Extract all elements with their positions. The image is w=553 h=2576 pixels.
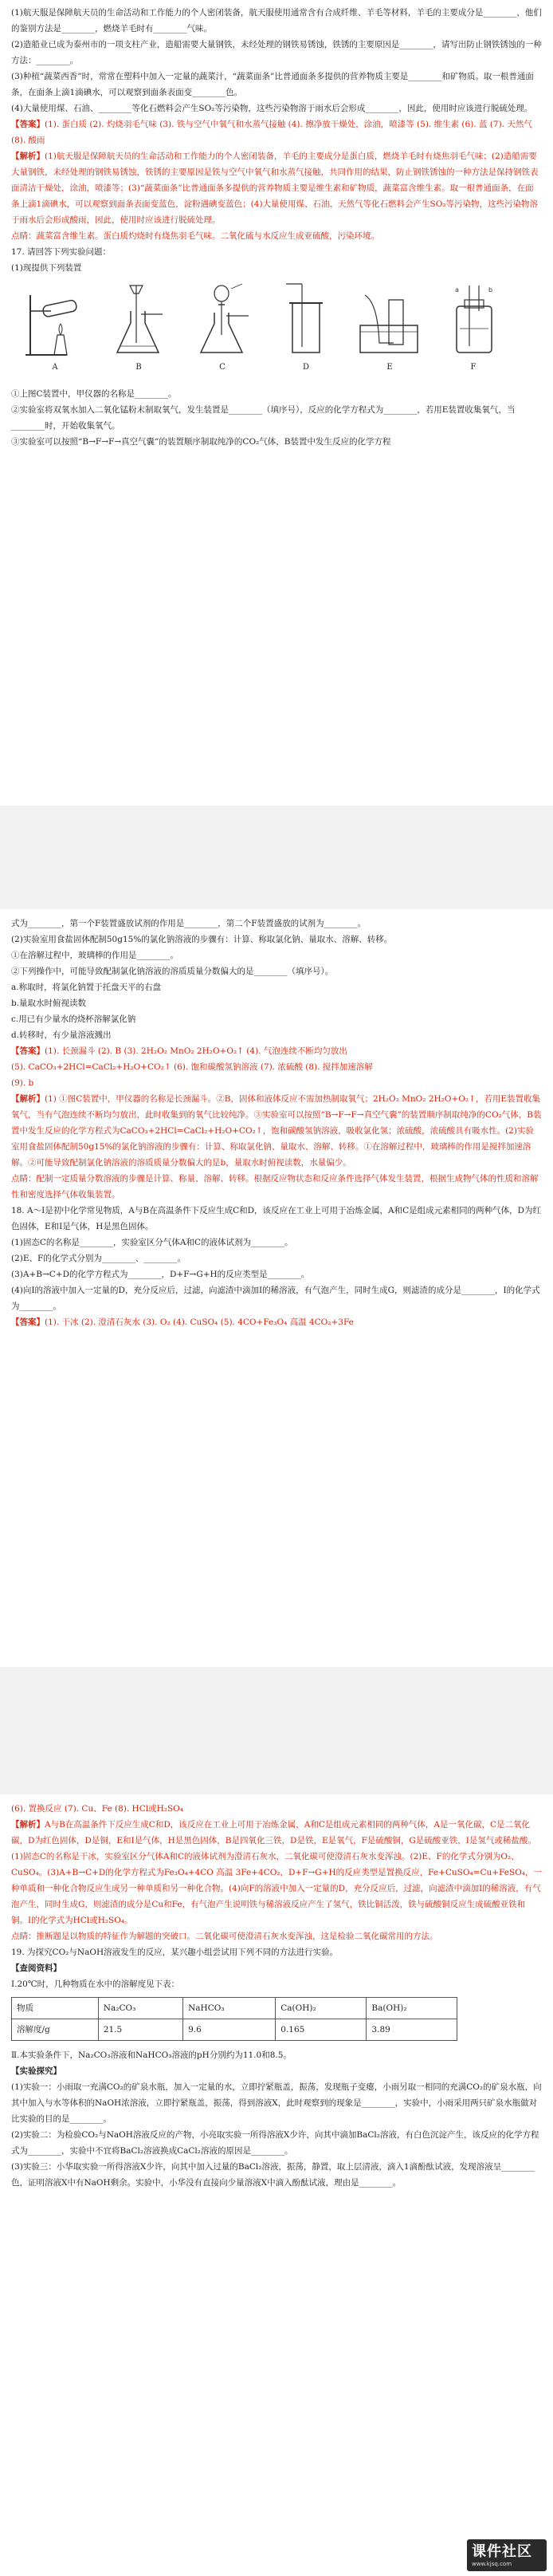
experiment-1: (1)实验一：小雨取一充满CO₂的矿泉水瓶，加入一定量的水，立即拧紧瓶盖，振荡，发现瓶子变瘪，小雨另取一相同的充满CO₂的矿泉水瓶，向其中加入与水等体积的NaOH浓溶液，立即拧紧瓶盖，振荡，得到溶液X，此时观察到的现象是________，实验中，小雨采用两只矿泉水瓶做对比实验的目的是________。 [11, 2082, 542, 2124]
apparatus-label-a: A [52, 363, 58, 372]
table-row-label: 溶解度/g [12, 2019, 99, 2041]
apparatus-c-drawing [186, 279, 258, 359]
svg-text:a: a [455, 286, 459, 293]
q17-cont-1: 式为________，第一个F装置盛放试剂的作用是________，第二个F装置盛放的试剂为________。 [11, 919, 367, 928]
q16-analysis [11, 148, 542, 228]
apparatus-e [354, 279, 426, 373]
table-header: Ca(OH)₂ [276, 1998, 367, 2019]
q17-title: 17. 请回答下列实验问题： [11, 247, 112, 257]
q18-answer [11, 1314, 542, 1330]
q18-note: 点睛：推断题是以物质的特征作为解题的突破口。二氧化碳可使澄清石灰水变浑浊，这是检验二氧化碳常用的方法。 [11, 1932, 438, 1941]
q17-sub: (1)现提供下列装置 [11, 263, 82, 273]
q17-part-3: ③实验室可以按照“B→F→F→真空气囊”的装置顺序制取纯净的CO₂气体，B装置中发生反应的化学方程 [11, 437, 391, 447]
analysis-label: 【解析】 [11, 1820, 45, 1830]
experiment-3: (3)实验三：小华取实验一所得溶液X少许，向其中加入过量的BaCl₂溶液，振荡，静置，取上层清液，滴入1滴酚酞试液，发现溶液呈________色，证明溶液X中有NaOH剩余。实验中，小华没有直接向少量溶液X中滴入酚酞试液，理由是________。 [11, 2162, 535, 2188]
answer-label: 【答案】 [11, 1046, 45, 1056]
table-header: Na₂CO₃ [98, 1998, 182, 2019]
apparatus-e-drawing [354, 279, 426, 359]
answer-label: 【答案】 [11, 1318, 45, 1327]
page-3 [0, 1794, 553, 2576]
q16-answer-text: (1). 蛋白质 (2). 灼烧羽毛气味 (3). 铁与空气中氧气和水蒸气接触 (4). 擦净放干燥处，涂油，喷漆等 (5). 维生素 (6). 蓝 (7). 天然气 (8). 酸雨 [11, 120, 532, 145]
table-cell: 3.89 [367, 2019, 457, 2041]
q18-analysis [11, 1817, 542, 1928]
svg-text:b: b [488, 286, 493, 293]
q17-option-d: d.转移时，有少量溶液溅出 [11, 1030, 112, 1040]
q17-part-1: ①上图C装置中，甲仪器的名称是________。 [11, 389, 177, 399]
watermark-url: www.kjsq.com [472, 2561, 512, 2567]
apparatus-a [19, 279, 91, 373]
q17-note: 点睛：配制一定质量分数溶液的步骤是计算、称量、溶解、转移。根据反应物状态和反应条件选择气体发生装置，根据生成物气体的性质和溶解性和密度选择气体收集装置。 [11, 1174, 539, 1199]
q18-part-2: (2)E、F的化学式分别为________、________。 [11, 1254, 186, 1263]
apparatus-d-drawing [270, 279, 342, 359]
q17-cont-4: ②下列操作中，可能导致配制氯化钠溶液的溶质质量分数偏大的是________（填序号）。 [11, 967, 334, 976]
watermark-logo [467, 2539, 547, 2571]
q16-answer [11, 116, 542, 148]
data-ii: Ⅱ.本实验条件下，Na₂CO₃溶液和NaHCO₃溶液的pH分别约为11.0和8.5。 [11, 2050, 292, 2060]
apparatus-label-d: D [302, 363, 310, 372]
page-2 [0, 909, 553, 1667]
q18-part-3: (3)A+B→C+D的化学方程式为________，D+F→G+H的反应类型是________。 [11, 1270, 310, 1279]
page-1 [0, 0, 553, 805]
experiment-2: (2)实验二：为检验CO₂与NaOH溶液反应的产物，小亮取实验一所得溶液X少许，向其中滴加BaCl₂溶液，有白色沉淀产生，该反应的化学方程式为________，实验中不宜将BaCl₂溶液换成CaCl₂溶液的原因是________。 [11, 2130, 539, 2156]
apparatus-label-e: E [386, 363, 393, 372]
page-1-content [11, 5, 542, 450]
q18-part-1: (1)固态C的名称是________，实验室区分气体A和C的液体试剂为________。 [11, 1238, 293, 1247]
q18-answer-text: (1). 干冰 (2). 澄清石灰水 (3). O₂ (4). CuSO₄ (5). 4CO+Fe₃O₄ 高温 4CO₂+3Fe [45, 1318, 354, 1327]
table-cell: 21.5 [98, 2019, 182, 2041]
table-header: Ba(OH)₂ [367, 1998, 457, 2019]
q18-part-4: (4)向I的溶液中加入一定量的D，充分反应后，过滤，向滤渣中滴加I的稀溶液，有气泡产生，同时生成G，则滤渣的成分是________，I的化学式为________。 [11, 1286, 540, 1311]
q17-option-c: c.用已有少量水的烧杯溶解氯化钠 [11, 1014, 136, 1024]
apparatus-b-drawing [103, 279, 175, 359]
q17-cont-3: ①在溶解过程中，玻璃棒的作用是________。 [11, 951, 178, 960]
q16-part-1: (1)航天服是保障航天员的生命活动和工作能力的个人密闭装备，航天服使用通常含有合成纤维、羊毛等材料，羊毛的主要成分是________，他们的鉴别方法是________，燃烧羊毛时有________气味。 [11, 8, 542, 33]
q17-answer-1 [11, 1043, 542, 1059]
q17-cont-2: (2)实验室用食盐固体配制50g15%的氯化钠溶液的步骤有：计算、称取氯化钠、量取水、溶解、转移。 [11, 935, 393, 944]
apparatus-a-drawing [19, 279, 91, 359]
q17-option-a: a.称取时，将氯化钠置于托盘天平的右盘 [11, 983, 162, 992]
apparatus-b [103, 279, 175, 373]
section-reference: 【查阅资料】 [11, 1964, 61, 1973]
q18-analysis-text: A与B在高温条件下反应生成C和D，该反应在工业上可用于冶炼金属，A和C是组成元素相同的两种气体，A是一氧化碳，C是二氧化碳，D为红色固体，D是铜，E和I是气体，H是黑色固体，B是四氧化三铁，D是铁，E是氧气，F是硫酸铜，G是硫酸亚铁，I是氢气或稀盐酸。(1)固态C的名称是干冰，实验室区分气体A和C的液体试剂为澄清石灰水，二氧化碳可使澄清石灰水变浑浊。(2)E、F的化学式分别为O₂、CuSO₄。(3)A+B→C+D的化学方程式为Fe₃O₄+4CO 高温 3Fe+4CO₂，D+F→G+H的反应类型是置换反应，Fe+CuSO₄=Cu+FeSO₄，一种单质和一种化合物反应生成另一种单质和另一种化合物。(4)向F的溶液中加入一定量的D，充分反应后，过滤，向滤渣中滴加I的稀溶液，有气泡产生，同时生成G，则滤渣的成分是Cu和Fe，有气泡产生说明铁与稀溶液反应产生了氢气，铁比铜活泼，铁与硫酸铜反应生成硫酸亚铁和铜。I的化学式为HCl或H₂SO₄。 [11, 1820, 543, 1925]
apparatus-label-c: C [219, 363, 226, 372]
q18-answer-cont: (6). 置换反应 (7). Cu、Fe (8). HCl或H₂SO₄ [11, 1804, 183, 1814]
table-row [12, 2019, 457, 2041]
analysis-label: 【解析】 [11, 1094, 45, 1104]
apparatus-d [270, 279, 342, 373]
apparatus-c [186, 279, 258, 373]
table-cell: 9.6 [183, 2019, 276, 2041]
page-2-content [11, 916, 542, 1330]
table-header: 物质 [12, 1998, 99, 2019]
watermark-text: 课件社区 [472, 2543, 532, 2560]
page-gap-2 [0, 1667, 553, 1794]
q16-note: 点睛：蔬菜富含维生素。蛋白质灼烧时有烧焦羽毛气味。二氧化硫与水反应生成亚硫酸，污染环境。 [11, 231, 379, 241]
q17-analysis-text: (1) ①图C装置中，甲仪器的名称是长颈漏斗。②B，固体和液体反应不需加热制取氧气；2H₂O₂ MnO₂ 2H₂O+O₂↑，若用E装置收集氧气，当有气泡连续不断均匀放出，此时收集到的氧气比较纯净。③实验室可以按照“B→F→F→真空气囊”的装置顺序制取纯净的CO₂气体，B装置中发生反应的化学方程式为CaCO₃+2HCl=CaCl₂+H₂O+CO₂↑，饱和碳酸氢钠溶液，吸收氯化氢；浓硫酸，浓硫酸具有吸水性。(2)实验室用食盐固体配制50g15%的氯化钠溶液的步骤有：计算、称取氯化钠、量取水、溶解、转移。①在溶解过程中，玻璃棒的作用是搅拌加速溶解。②可能导致配制氯化钠溶液的溶质质量分数偏大的是b，量取水时俯视读数，水量偏少。 [11, 1094, 542, 1168]
q17-part-2: ②实验室将双氧水加入二氧化锰粉末制取氧气，发生装置是________（填序号），反应的化学方程式为________，若用E装置收集氧气，当________时，开始收集氧气。 [11, 405, 516, 431]
q16-part-3: (3)种植“蔬菜西香”时，常常在塑料中加入一定量的蔬菜汁，“蔬菜面条”比普通面条多提供的营养物质主要是________和矿物质。取一根普通面条，在面条上滴1滴碘水，可以观察到面条表面变________色。 [11, 72, 534, 97]
apparatus-f-drawing [437, 279, 509, 359]
apparatus-label-b: B [135, 363, 142, 372]
q16-part-4: (4)大量使用煤、石油、________等化石燃料会产生SO₂等污染物，这些污染物溶于雨水后会形成________，因此，使用时应该进行脱硫处理。 [11, 104, 533, 113]
q17-answer-3: (9). b [11, 1078, 34, 1088]
q18-stem: 18. A～I是初中化学常见物质，A与B在高温条件下反应生成C和D，该反应在工业上可用于冶炼金属，A和C是组成元素相同的两种气体，D为红色固体，E和I是气体，H是黑色固体。 [11, 1206, 542, 1231]
table-header-row [12, 1998, 457, 2019]
q19-title: 19. 为探究CO₂与NaOH溶液发生的反应，某兴趣小组尝试用下列不同的方法进行实验。 [11, 1948, 339, 1957]
page-gap-1 [0, 805, 553, 909]
table-header: NaHCO₃ [183, 1998, 276, 2019]
q17-answer-2: (5). CaCO₃+2HCl=CaCl₂+H₂O+CO₂↑ (6). 饱和碳酸氢钠溶液 (7). 浓硫酸 (8). 搅拌加速溶解 [11, 1062, 373, 1072]
analysis-label: 【解析】 [11, 152, 45, 161]
apparatus-f [437, 279, 509, 373]
data-intro: Ⅰ.20℃时，几种物质在水中的溶解度见下表： [11, 1979, 180, 1989]
apparatus-figure [11, 279, 542, 383]
section-experiment: 【实验探究】 [11, 2066, 61, 2076]
apparatus-label-f: F [470, 363, 477, 372]
q16-analysis-text: (1)航天服是保障航天员的生命活动和工作能力的个人密闭装备，羊毛的主要成分是蛋白质，燃烧羊毛时有烧焦羽毛气味；(2)造船需要大量钢铁，未经处理的钢铁易锈蚀，铁锈的主要原因是铁与空气中氧气和水蒸气接触，共同作用的结果，防止钢铁锈蚀的一种方法是保持钢铁表面清洁干燥处，涂油，喷漆等；(3)“蔬菜面条”比普通面条多提供的营养物质主要是维生素和矿物质，蔬菜富含维生素。取一根普通面条，在面条上滴1滴碘水，可以观察到面条表面变蓝色，淀粉遇碘变蓝色；(4)大量使用煤、石油、天然气等化石燃料会产生SO₂等污染物，这些污染物溶于雨水后会形成酸雨，因此，使用时应该进行脱硫处理。 [11, 152, 539, 225]
q17-answer-text-1: (1). 长颈漏斗 (2). B (3). 2H₂O₂ MnO₂ 2H₂O+O₂↑ (4). 气泡连续不断均匀放出 [45, 1046, 347, 1056]
q17-analysis [11, 1091, 542, 1171]
answer-label: 【答案】 [11, 120, 45, 129]
page-3-content [11, 1801, 542, 2191]
solubility-table [11, 1997, 457, 2041]
q17-option-b: b.量取水时俯视读数 [11, 998, 87, 1008]
q16-part-2: (2)造船业已成为泰州市的一项支柱产业，造船需要大量钢铁，未经处理的钢铁易锈蚀，铁锈的主要原因是________，请写出防止钢铁锈蚀的一种方法：________。 [11, 40, 542, 65]
table-cell: 0.165 [276, 2019, 367, 2041]
